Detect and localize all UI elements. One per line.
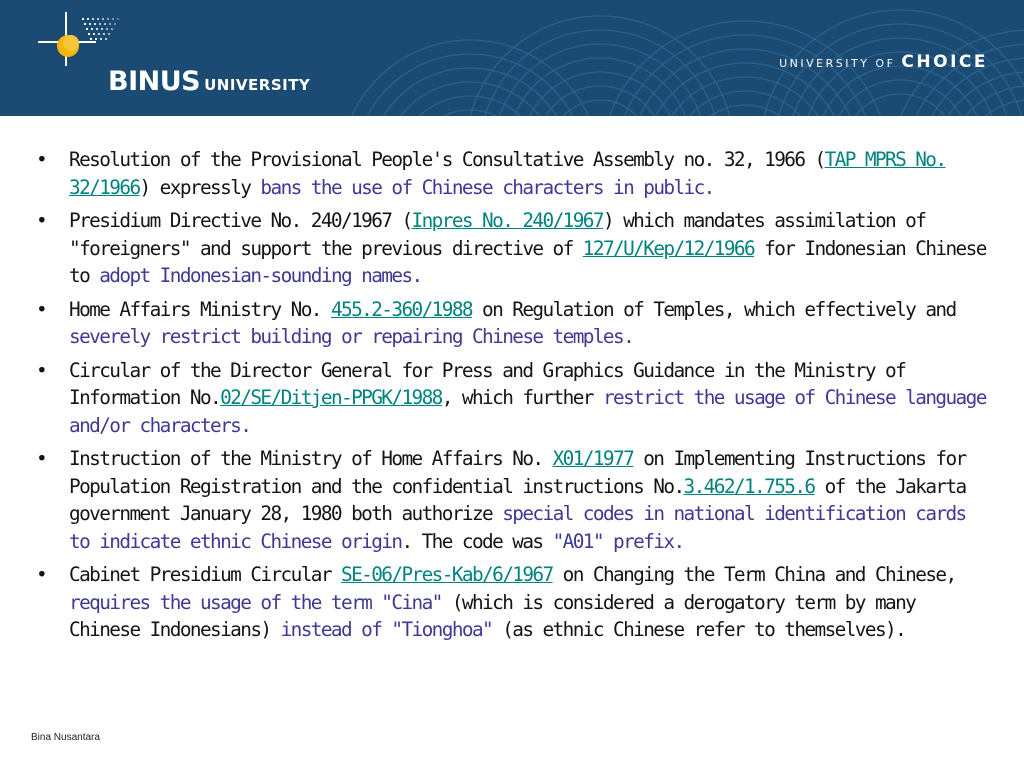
highlighted-text: requires the usage of the term "Cina" (69, 590, 442, 614)
logo-dot (95, 38, 97, 40)
arc-line (830, 80, 970, 116)
arc-line (508, 58, 692, 116)
logo-dot (86, 28, 88, 30)
item-text: ) expressly (139, 175, 261, 199)
logo-dot (117, 18, 119, 20)
logo-dot (91, 28, 93, 30)
document-link[interactable]: SE-06/Pres-Kab/6/1967 (341, 563, 553, 586)
arc-line (890, 30, 1024, 116)
arc-line (382, 82, 558, 116)
logo-dot (98, 33, 100, 35)
logo-dot (101, 28, 103, 30)
logo-dot (93, 33, 95, 35)
logo-dot (87, 18, 89, 20)
logo-dot (99, 23, 101, 25)
logo-dot (105, 38, 107, 40)
logo-name: BINUS (108, 66, 201, 97)
arc-line (522, 72, 678, 116)
logo-dot (109, 23, 111, 25)
tagline-word: CHOICE (901, 52, 988, 72)
item-text: on Regulation of Temples, which effectively and (471, 297, 956, 321)
list-item (36, 445, 991, 555)
logo-dot (107, 18, 109, 20)
document-link[interactable]: Inpres No. 240/1967 (411, 209, 603, 232)
arc-line (494, 44, 706, 116)
document-link[interactable]: 455.2-360/1988 (330, 297, 472, 321)
highlighted-text: adopt Indonesian-sounding names. (99, 264, 422, 287)
tagline-prefix: UNIVERSITY OF (779, 57, 896, 70)
item-text: . The code was (401, 529, 553, 553)
highlighted-text: "A01" prefix. (552, 529, 684, 553)
bullet-icon: • (36, 297, 48, 321)
logo-dot (94, 23, 96, 25)
logo-suffix: UNIVERSITY (204, 76, 311, 94)
logo-dot (100, 38, 102, 40)
item-text: Home Affairs Ministry No. (69, 297, 331, 321)
item-text: on Changing the Term China and Chinese, (552, 563, 956, 586)
bullet-list (36, 146, 991, 644)
bullet-icon: • (36, 209, 48, 232)
arc-line (480, 30, 720, 116)
document-link[interactable]: 3.462/1.755.6 (683, 474, 815, 498)
item-text: , which further (441, 386, 603, 409)
logo-dot (82, 18, 84, 20)
arc-line (354, 54, 586, 116)
item-text: of the Jakarta government January 28, 1980 both authorize (69, 474, 966, 525)
highlighted-text: instead of "Tionghoa" (280, 618, 493, 641)
tagline (779, 52, 988, 72)
logo-dot (112, 18, 114, 20)
highlighted-text: bans the use of Chinese characters in public. (260, 175, 714, 199)
slide-content (36, 146, 991, 650)
logo-dot (111, 28, 113, 30)
document-link[interactable]: TAP MPRS No. 32/1966 (69, 148, 946, 199)
list-item (36, 561, 991, 644)
logo-dot (114, 23, 116, 25)
item-text: Circular of the Director General for Press and Graphics Guidance in the Ministry of Information No. (69, 358, 906, 409)
item-text: Presidium Directive No. 240/1967 ( (69, 209, 412, 232)
document-link[interactable]: 02/SE/Ditjen-PPGK/1988 (220, 386, 442, 409)
bullet-icon: • (36, 148, 48, 171)
list-item (36, 296, 991, 351)
logo-dot (92, 18, 94, 20)
item-text: on Implementing Instructions for Population Registration and the confidential instructions No. (69, 447, 966, 498)
logo-dot (103, 33, 105, 35)
bullet-icon: • (36, 358, 48, 382)
item-text: ) which mandates assimilation of "foreigners" and support the previous directive of (69, 209, 926, 260)
arc-line (816, 66, 984, 116)
arc-line (671, 91, 819, 116)
logo-dot (108, 33, 110, 35)
arc-line (932, 72, 1024, 116)
bullet-icon: • (36, 563, 48, 586)
logo-wordmark (108, 66, 310, 97)
header-band (0, 0, 1024, 116)
bullet-icon: • (36, 447, 48, 470)
highlighted-text: restrict the usage of Chinese language and/or characters. (69, 386, 986, 437)
logo-mark-icon (30, 8, 140, 68)
item-text: for Indonesian Chinese to (69, 236, 986, 287)
logo-dot (106, 28, 108, 30)
list-item (36, 207, 991, 290)
arc-line (685, 105, 805, 116)
item-text: Instruction of the Ministry of Home Affairs No. (69, 447, 553, 470)
binus-logo (30, 8, 320, 108)
item-text: Cabinet Presidium Circular (69, 563, 342, 586)
logo-dot (84, 23, 86, 25)
highlighted-text: severely restrict building or repairing Chinese temples. (69, 325, 634, 348)
logo-dot (89, 23, 91, 25)
item-text: Resolution of the Provisional People's Consultative Assembly no. 32, 1966 ( (69, 148, 825, 171)
document-link[interactable]: X01/1977 (552, 447, 634, 470)
item-text: (as ethnic Chinese refer to themselves). (492, 618, 906, 641)
logo-dot (88, 33, 90, 35)
logo-dot (97, 18, 99, 20)
item-text: (which is considered a derogatory term by many Chinese Indonesians) (69, 590, 916, 641)
list-item (36, 357, 991, 440)
logo-dot (104, 23, 106, 25)
footer-text: Bina Nusantara (31, 732, 100, 743)
logo-dot (90, 38, 92, 40)
highlighted-text: special codes in national identification cards to indicate ethnic Chinese origin (69, 502, 966, 553)
arc-line (368, 68, 572, 116)
document-link[interactable]: 127/U/Kep/12/1966 (582, 236, 755, 260)
logo-dot (96, 28, 98, 30)
logo-dot (102, 18, 104, 20)
list-item (36, 146, 991, 201)
